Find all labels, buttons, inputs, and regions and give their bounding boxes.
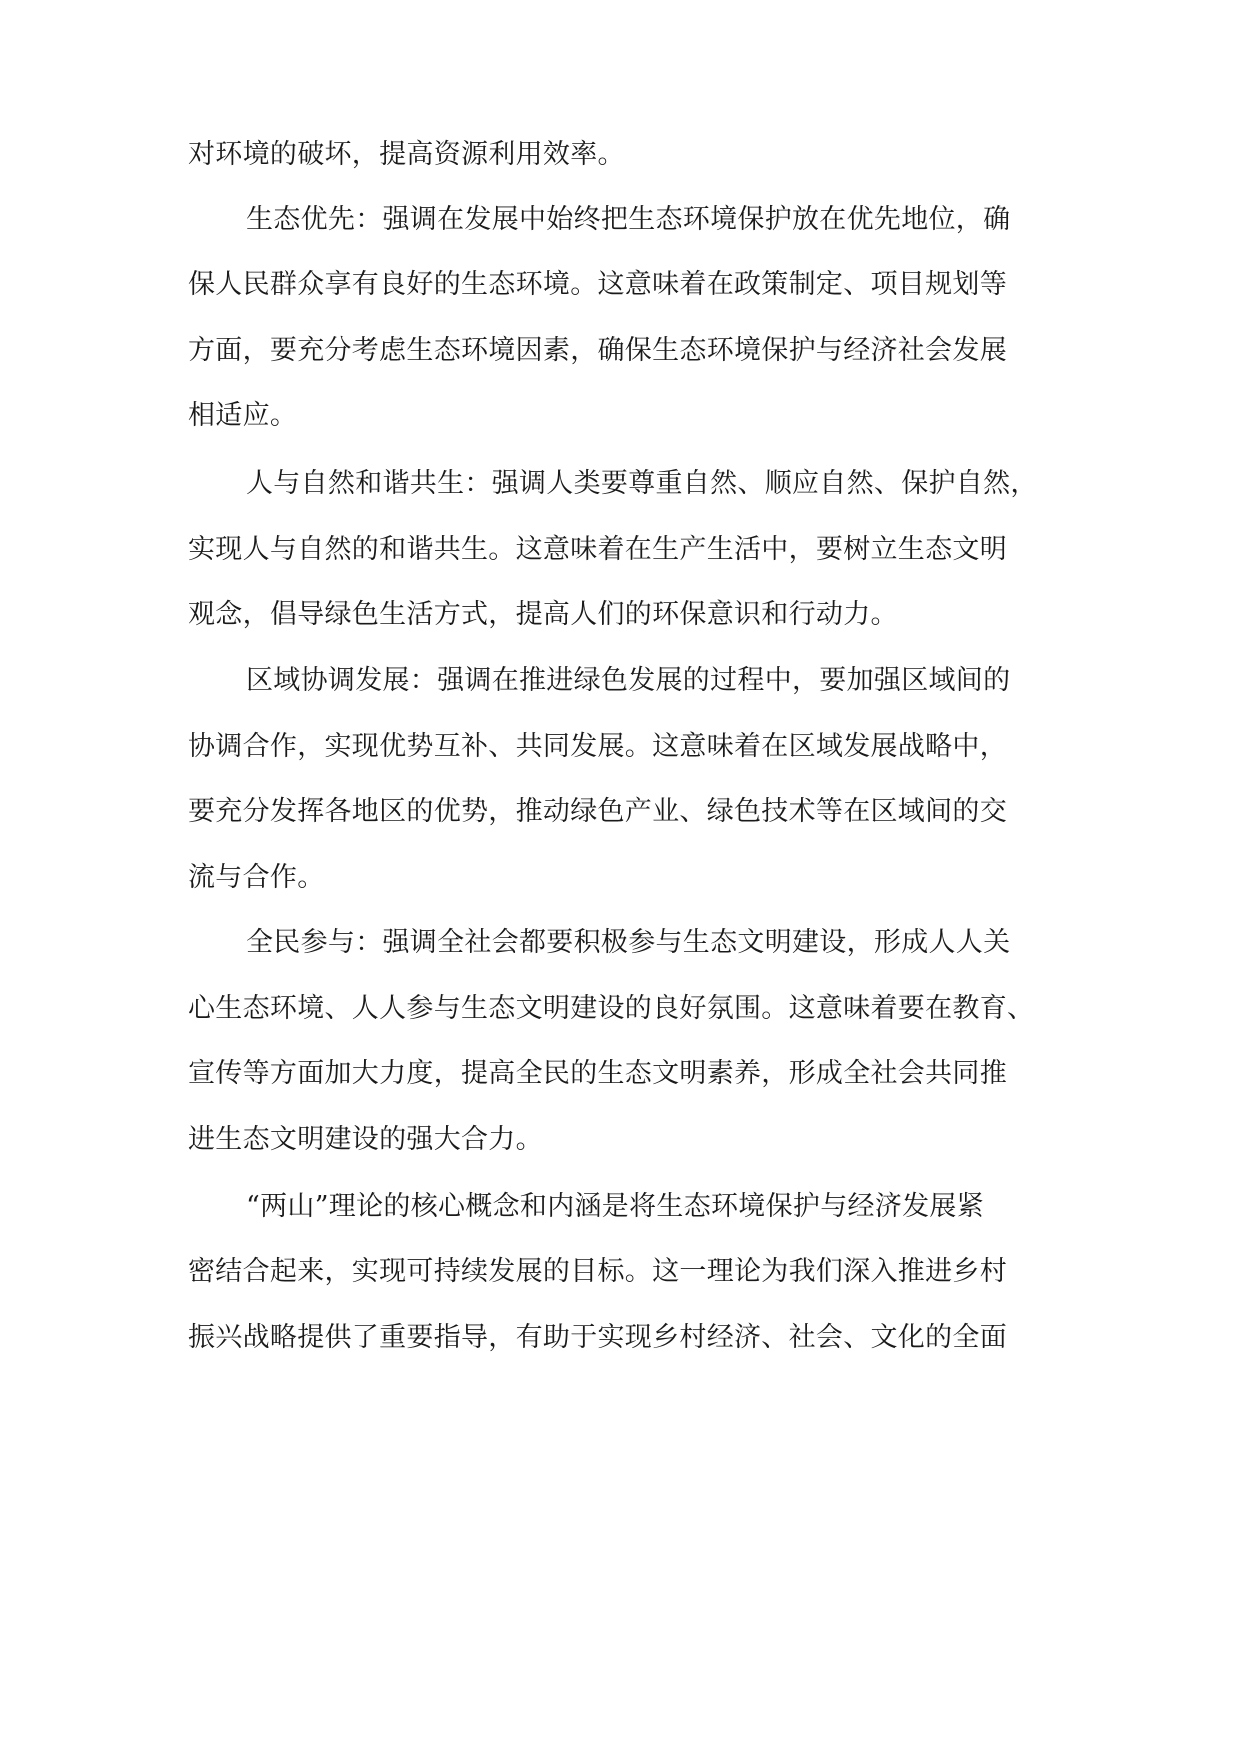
- text-line: 实现人与自然的和谐共生。这意味着在生产生活中，要树立生态文明: [188, 534, 1007, 565]
- text-line: 进生态文明建设的强大合力。: [188, 1124, 543, 1155]
- text-line: 观念，倡导绿色生活方式，提高人们的环保意识和行动力。: [188, 599, 898, 630]
- paragraph-two-mountains-line: “两山”理论的核心概念和内涵是将生态环境保护与经济发展紧: [246, 1191, 985, 1222]
- text-line: 相适应。: [188, 400, 298, 431]
- text-line: 方面，要充分考虑生态环境因素，确保生态环境保护与经济社会发展: [188, 335, 1007, 366]
- paragraph-harmony-line: 人与自然和谐共生：强调人类要尊重自然、顺应自然、保护自然，: [246, 468, 1038, 499]
- paragraph-participation-line: 全民参与：强调全社会都要积极参与生态文明建设，形成人人关: [246, 927, 1011, 958]
- paragraph-regional-line: 区域协调发展：强调在推进绿色发展的过程中，要加强区域间的: [246, 665, 1011, 696]
- paragraph-eco-priority-line: 生态优先：强调在发展中始终把生态环境保护放在优先地位，确: [246, 204, 1011, 235]
- text-line: 密结合起来，实现可持续发展的目标。这一理论为我们深入推进乡村: [188, 1256, 1007, 1287]
- text-line: 振兴战略提供了重要指导，有助于实现乡村经济、社会、文化的全面: [188, 1322, 1007, 1353]
- text-line: 流与合作。: [188, 862, 325, 893]
- text-line: 保人民群众享有良好的生态环境。这意味着在政策制定、项目规划等: [188, 269, 1007, 300]
- text-line: 宣传等方面加大力度，提高全民的生态文明素养，形成全社会共同推: [188, 1058, 1007, 1089]
- text-line: 对环境的破坏，提高资源利用效率。: [188, 139, 625, 170]
- text-line: 协调合作，实现优势互补、共同发展。这意味着在区域发展战略中，: [188, 731, 1007, 762]
- text-line: 要充分发挥各地区的优势，推动绿色产业、绿色技术等在区域间的交: [188, 796, 1007, 827]
- text-line: 心生态环境、人人参与生态文明建设的良好氛围。这意味着要在教育、: [188, 993, 1035, 1024]
